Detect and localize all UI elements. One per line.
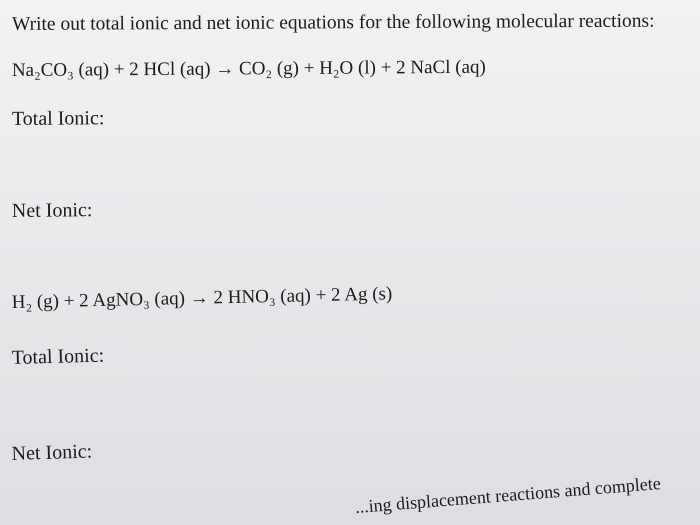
reaction2-total-ionic-label: Total Ionic: [11, 344, 105, 370]
reaction2-equation: H₂ (g) + 2 AgNO₃ (aq) → 2 HNO₃ (aq) + 2 Ag (s) [11, 283, 393, 314]
reaction1-equation: Na₂CO₃ (aq) + 2 HCl (aq) → CO₂ (g) + H₂O (l) + 2 NaCl (aq) [11, 56, 486, 82]
instruction-text: Write out total ionic and net ionic equations for the following molecular reactions: [11, 10, 655, 36]
reaction1-total-ionic-label: Total Ionic: [11, 107, 105, 131]
reaction1-net-ionic-label: Net Ionic: [11, 199, 93, 223]
reaction2-net-ionic-label: Net Ionic: [11, 440, 93, 466]
partial-next-instruction: ...ing displacement reactions and complete [354, 473, 662, 518]
